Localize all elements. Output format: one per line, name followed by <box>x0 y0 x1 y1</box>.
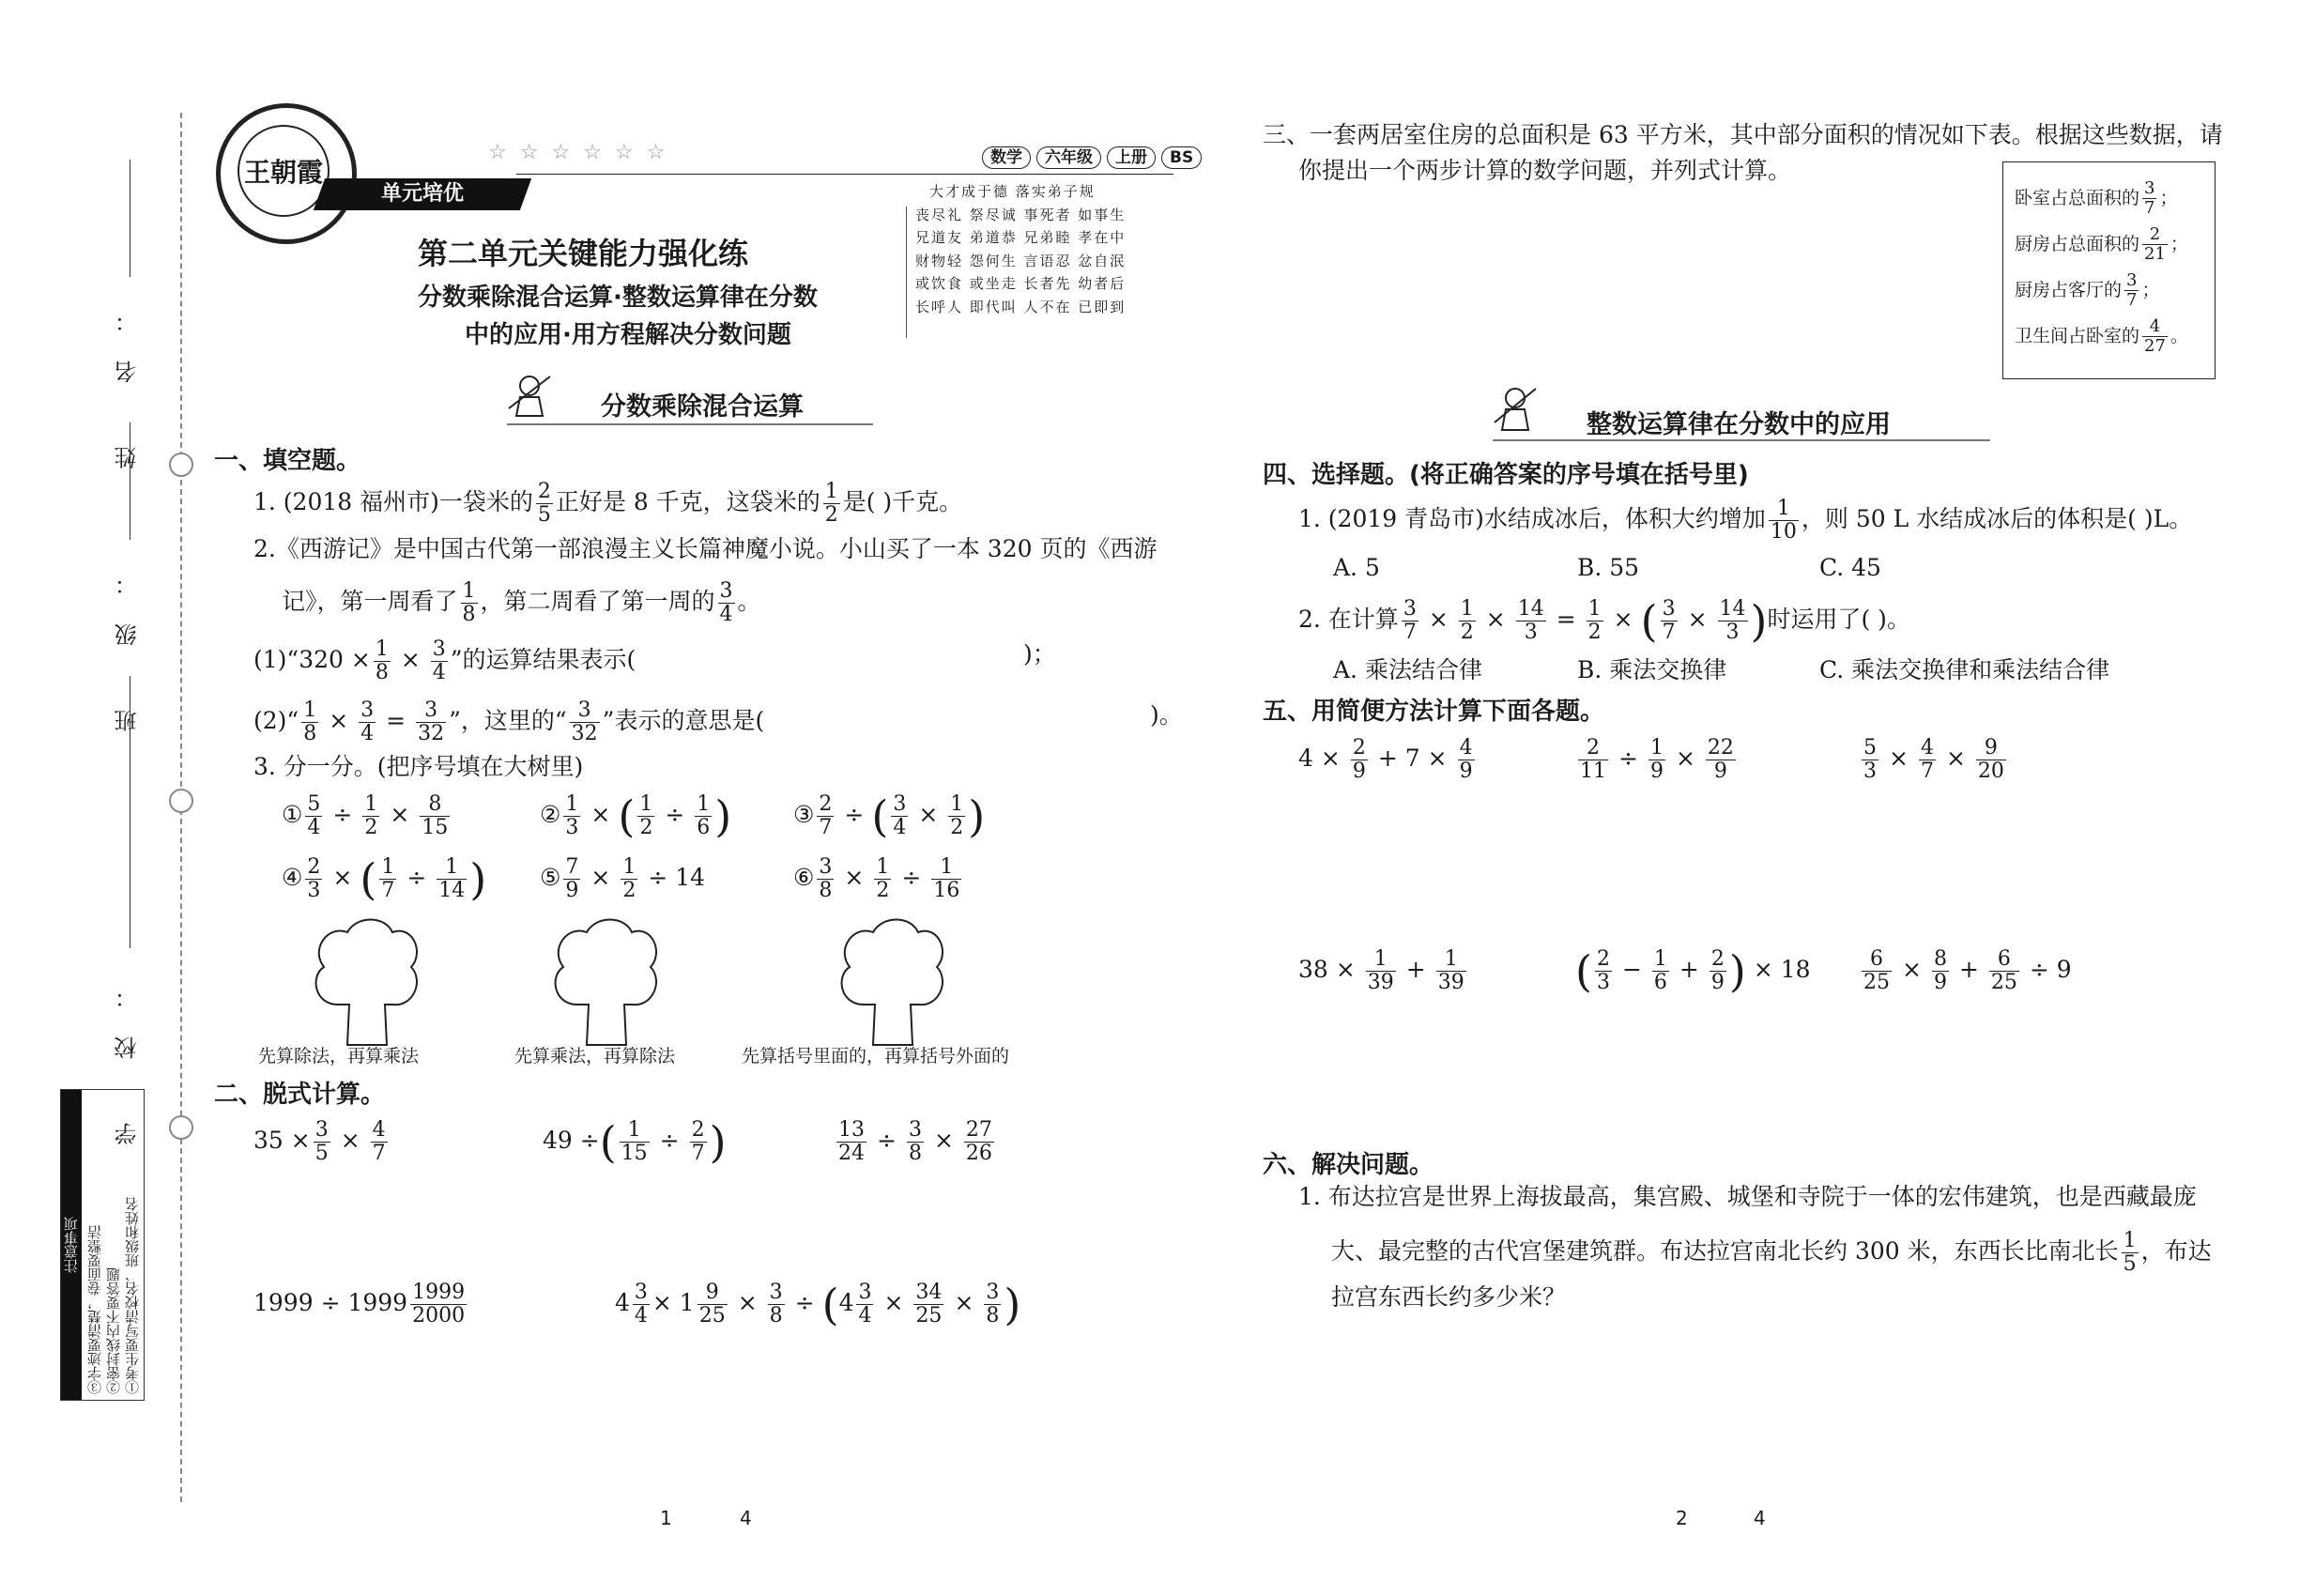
header-rule <box>516 174 1173 175</box>
badge-title: 整数运算律在分数中的应用 <box>1587 410 1891 439</box>
section-1-heading: 一、填空题。 <box>214 447 361 475</box>
tree-icon[interactable] <box>836 915 948 1047</box>
meta-subject: 数学 <box>982 146 1031 169</box>
binding-hole <box>169 1115 193 1140</box>
choice-2: 2. 在计算 $\frac{3}{7}$ × $\frac{1}{2}$ × $\frac{14}{3}$ = $\frac{1}{2}$ × ( $\frac{3}{7}$ × $\frac{14}{3}$ )时运用了( )。 <box>1298 595 1910 647</box>
question-3: 3. 分一分。(把序号填在大树里) <box>253 753 584 780</box>
simplify-2: $\frac{2}{11}$ ÷ $\frac{1}{9}$ × $\frac{22}{9}$ <box>1580 736 1734 783</box>
problem-1-line-2: 大、最完整的古代宫堡建筑群。布达拉宫南北长约 300 米，东西长比南北长 $\frac{1}{5}$ ，布达 <box>1331 1229 2212 1276</box>
logo-text: 王朝霞 <box>238 125 330 217</box>
info-bathroom: 卫生间占卧室的 4 27 。 <box>2015 316 2188 356</box>
expr-3: ③ $\frac{2}{7}$ ÷ ( $\frac{3}{4}$ × $\frac{1}{2}$ ) <box>793 790 986 842</box>
area-info-box <box>2002 161 2216 379</box>
question-2-line-1: 2.《西游记》是中国古代第一部浪漫主义长篇神魔小说。小山买了一本 320 页的《西游 <box>253 535 1158 562</box>
tree-label-1: 先算除法，再算乘法 <box>258 1046 420 1067</box>
simplify-3: $\frac{5}{3}$ × $\frac{4}{7}$ × $\frac{9}{20}$ <box>1863 736 2004 783</box>
page-count: 4 <box>1754 1507 1766 1529</box>
question-3-line-2: 你提出一个两步计算的数学问题，并列式计算。 <box>1298 157 1792 184</box>
notice-item: ①考生要写清校名、班级和姓名 <box>124 1197 141 1394</box>
subtitle-line-1: 分数乘除混合运算·整数运算律在分数 <box>418 284 818 312</box>
cartoon-kid-icon <box>1493 381 1540 434</box>
question-3-line-1: 三、一套两居室住房的总面积是 63 平方米，其中部分面积的情况如下表。根据这些数据，请 <box>1263 121 2223 148</box>
notice-items <box>85 1094 142 1394</box>
cartoon-kid-icon <box>507 371 554 420</box>
simplify-5: ( $\frac{2}{3}$ − $\frac{1}{6}$ + $\frac{2}{9}$ ) × 18 <box>1575 945 1811 997</box>
info-kitchen: 厨房占总面积的 2 21 ； <box>2015 224 2188 264</box>
page-count: 4 <box>740 1507 752 1529</box>
meta-tags <box>976 144 1202 167</box>
choice-2-option-c[interactable]: C. 乘法交换律和乘法结合律 <box>1819 656 2110 683</box>
problem-1-line-3: 拉宫东西长约多少米？ <box>1331 1283 1567 1311</box>
expr-4: ④ $\frac{2}{3}$ × ( $\frac{1}{7}$ ÷ $\frac{1}{14}$ ) <box>282 853 487 905</box>
section-6-heading: 六、解决问题。 <box>1263 1151 1434 1179</box>
class-label: 班 级： <box>115 545 141 732</box>
page-title: 第二单元关键能力强化练 <box>418 236 749 271</box>
info-bedroom: 卧室占总面积的 3 7 ； <box>2015 178 2178 218</box>
expr-5: ⑤ $\frac{7}{9}$ × $\frac{1}{2}$ ÷ 14 <box>540 855 706 902</box>
choice-1-option-a[interactable]: A. 5 <box>1333 554 1380 581</box>
badge-title: 分数乘除混合运算 <box>601 392 804 422</box>
page-number: 2 <box>1676 1507 1688 1529</box>
choice-2-option-a[interactable]: A. 乘法结合律 <box>1333 656 1482 683</box>
notice-item: ③字迹要清楚，卷面要整洁 <box>86 1225 103 1394</box>
page-number: 1 <box>660 1507 672 1529</box>
expr-2: ② $\frac{1}{3}$ × ( $\frac{1}{2}$ ÷ $\frac{1}{6}$ ) <box>540 790 732 842</box>
calc-1: 35 × $\frac{3}{5}$ × $\frac{4}{7}$ <box>253 1118 386 1165</box>
section-5-heading: 五、用简便方法计算下面各题。 <box>1263 698 1605 726</box>
calc-3: $\frac{13}{24}$ ÷ $\frac{3}{8}$ × $\frac{27}{26}$ <box>838 1118 992 1165</box>
binding-hole <box>169 453 193 477</box>
unit-tag: 单元培优 <box>314 178 531 210</box>
choice-1: 1. (2019 青岛市)水结成冰后，体积大约增加 $\frac{1}{10}$ ，则 50 L 水结成冰后的体积是( )L。 <box>1298 497 2193 544</box>
notice-item: ②密封线内不要答题 <box>105 1267 122 1394</box>
section-badge-1 <box>507 380 882 422</box>
choice-2-option-b[interactable]: B. 乘法交换律 <box>1577 656 1727 683</box>
tree-label-3: 先算括号里面的，再算括号外面的 <box>742 1046 1010 1067</box>
tree-label-2: 先算乘法，再算除法 <box>514 1046 676 1067</box>
rating-stars: ☆☆☆☆☆☆ <box>488 141 679 164</box>
badge-underline <box>507 423 873 425</box>
expr-1: ① $\frac{5}{4}$ ÷ $\frac{1}{2}$ × $\frac{8}{15}$ <box>282 792 449 839</box>
question-2-1: (1)“320 × $\frac{1}{8}$ × $\frac{3}{4}$ ”的运算结果表示( )； <box>253 637 1056 684</box>
question-2-2: (2)“ $\frac{1}{8}$ × $\frac{3}{4}$ = $\frac{3}{32}$ ”，这里的“ $\frac{3}{32}$ ”表示的意思是( )。 <box>253 698 1183 745</box>
simplify-6: $\frac{6}{25}$ × $\frac{8}{9}$ + $\frac{6}{25}$ ÷ 9 <box>1863 947 2072 994</box>
question-2-line-2: 记》，第一周看了 $\frac{1}{8}$ ，第二周看了第一周的 $\frac{3}{4}$ 。 <box>282 579 761 626</box>
meta-term: 上册 <box>1107 146 1156 169</box>
section-2-heading: 二、脱式计算。 <box>214 1081 386 1109</box>
subtitle-line-2: 中的应用·用方程解决分数问题 <box>465 321 791 349</box>
poem-divider <box>906 207 907 338</box>
section-badge-2 <box>1493 394 2000 439</box>
calc-4: 1999 ÷ 1999 $\frac{1999}{2000}$ <box>253 1281 466 1327</box>
simplify-4: 38 × $\frac{1}{39}$ + $\frac{1}{39}$ <box>1298 947 1464 994</box>
tree-icon[interactable] <box>310 915 422 1047</box>
badge-underline <box>1493 439 1990 441</box>
calc-5: 4 $\frac{3}{4}$ × 1 $\frac{9}{25}$ × $\frac{3}{8}$ ÷ (4 $\frac{3}{4}$ × $\frac{34}{25}$ × $\frac{3}{8}$ ) <box>615 1279 1021 1330</box>
section-4-heading: 四、选择题。(将正确答案的序号填在括号里) <box>1263 461 1749 489</box>
choice-1-option-b[interactable]: B. 55 <box>1577 554 1640 581</box>
notice-title: 注意事项 <box>61 1090 82 1400</box>
expr-6: ⑥ $\frac{3}{8}$ × $\frac{1}{2}$ ÷ $\frac{1}{16}$ <box>793 855 960 902</box>
poem-block: 大才成于德 落实弟子规 丧尽礼 祭尽诚 事死者 如事生 兄道友 弟道恭 兄弟睦 孝在中 财物轻 怨何生 言语忍 忿自泯 或饮食 或坐走 长者先 幼者后 长呼人 即代叫 人不在 已即到 <box>915 183 1127 315</box>
calc-2: 49 ÷( $\frac{1}{15}$ ÷ $\frac{2}{7}$ ) <box>543 1116 727 1168</box>
brand-logo <box>216 103 357 244</box>
tree-icon[interactable] <box>549 915 662 1047</box>
meta-edition: BS <box>1161 146 1202 169</box>
choice-1-option-c[interactable]: C. 45 <box>1819 554 1881 581</box>
problem-1-line-1: 1. 布达拉宫是世界上海拔最高，集宫殿、城堡和寺院于一体的宏伟建筑，也是西藏最庞 <box>1298 1183 2197 1210</box>
notice-box <box>60 1089 145 1401</box>
binding-hole <box>169 789 193 813</box>
school-label: 学 校： <box>115 958 141 1145</box>
question-1: 1. (2018 福州市)一袋米的 $\frac{2}{5}$ 正好是 8 千克，这袋米的 $\frac{1}{2}$ 是( )千克。 <box>253 480 963 527</box>
simplify-1: 4 × $\frac{2}{9}$ + 7 × $\frac{4}{9}$ <box>1298 736 1473 783</box>
name-label: 姓 名： <box>115 282 141 469</box>
info-kitchen-living: 厨房占客厅的 3 7 ； <box>2015 270 2160 310</box>
meta-grade: 六年级 <box>1036 146 1101 169</box>
